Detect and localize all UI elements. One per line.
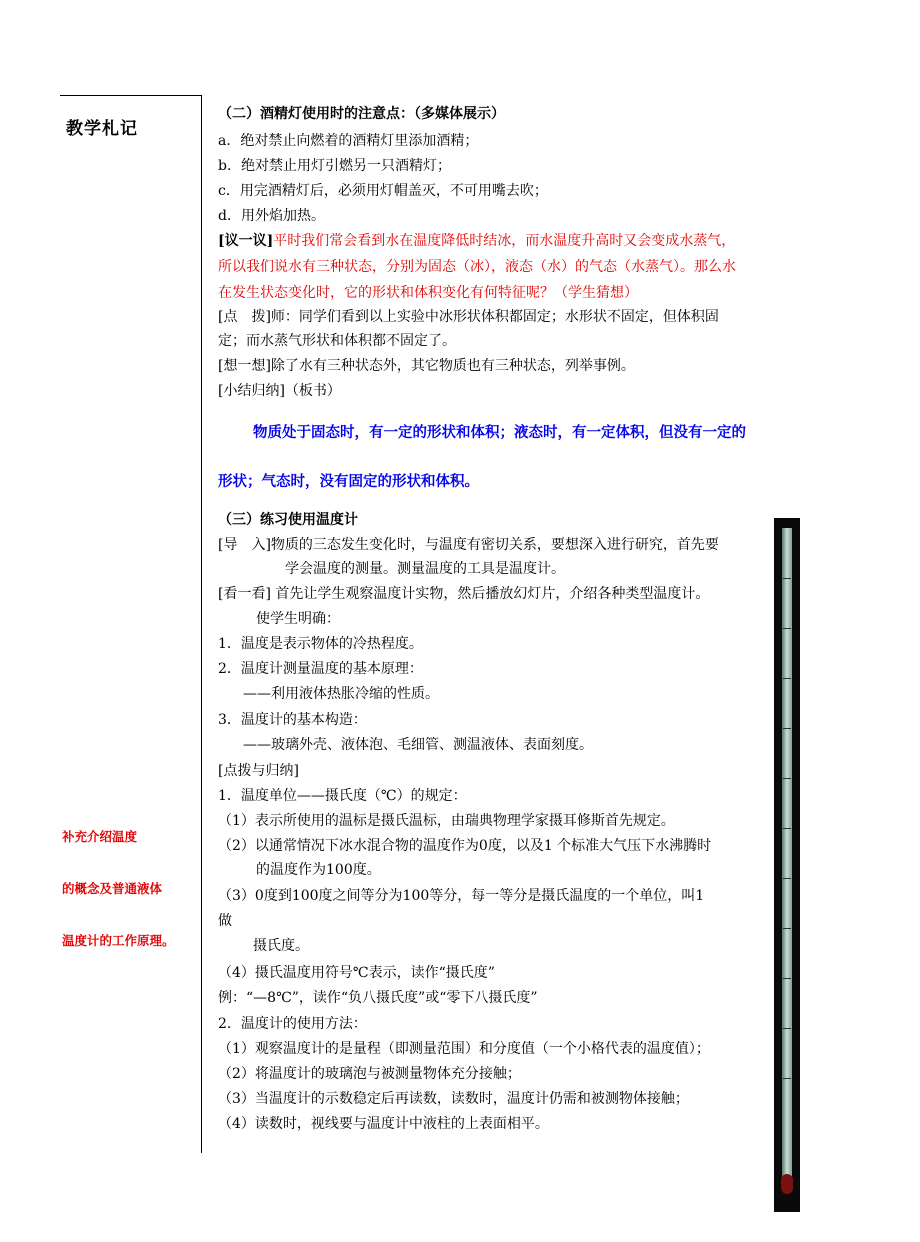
thermometer-tick [783,928,791,929]
summary-text: 形状；气态时，没有固定的形状和体积。 [218,474,479,490]
list-item: （4）读数时，视线要与温度计中液柱的上表面相平。 [218,1116,549,1132]
thermometer-tick [783,978,791,979]
list-item: 做 [218,913,232,929]
list-item: 1．温度单位——摄氏度（℃）的规定： [218,788,467,804]
list-item: d．用外焰加热。 [218,208,325,224]
sidebar-title: 教学札记 [66,119,138,139]
list-item: （1）表示所使用的温标是摄氏温标，由瑞典物理学家摄耳修斯首先规定。 [218,813,675,829]
thermometer-tick [783,828,791,829]
discussion-label: [议一议] [218,233,274,249]
sidebar-note-line-3: 温度计的工作原理。 [62,933,175,948]
list-item: 2．温度计测量温度的基本原理： [218,661,423,677]
think-paragraph: [想一想]除了水有三种状态外，其它物质也有三种状态，列举事例。 [218,358,635,374]
sidebar-note-line-1: 补充介绍温度 [62,829,138,844]
list-item: （2）将温度计的玻璃泡与被测量物体充分接触； [218,1066,521,1082]
thermometer-tick [783,628,791,629]
list-item: （1）观察温度计的是量程（即测量范围）和分度值（一个小格代表的温度值）； [218,1041,710,1057]
summary-text: 物质处于固态时，有一定的形状和体积；液态时，有一定体积，但没有一定的 [253,425,746,441]
intro-paragraph: 学会温度的测量。测量温度的工具是温度计。 [285,561,565,577]
intro-paragraph: [导 入]物质的三态发生变化时，与温度有密切关系，要想深入进行研究，首先要 [218,537,719,553]
list-item: 1．温度是表示物体的冷热程度。 [218,636,423,652]
list-item: 2．温度计的使用方法： [218,1016,367,1032]
thermometer-tick [783,1078,791,1079]
list-item: 例：“—8℃”，读作“负八摄氏度”或“零下八摄氏度” [218,990,538,1006]
look-paragraph: [看一看] 首先让学生观察温度计实物，然后播放幻灯片，介绍各种类型温度计。 [218,586,710,602]
list-item: （4）摄氏温度用符号℃表示，读作“摄氏度” [218,965,495,981]
list-item: （3）当温度计的示数稳定后再读数，读数时，温度计仍需和被测物体接触； [218,1091,689,1107]
list-item: 3．温度计的基本构造： [218,712,367,728]
list-item: b．绝对禁止用灯引燃另一只酒精灯； [218,158,451,174]
hint-paragraph: [点 拨]师：同学们看到以上实验中冰形状体积都固定；水形状不固定，但体积固 [218,309,719,325]
column-divider [201,95,202,1153]
thermometer-bulb [781,1174,793,1194]
thermometer-tube [782,528,792,1178]
hint-paragraph: 定；而水蒸气形状和体积都不固定了。 [218,333,456,349]
list-item: （2）以通常情况下冰水混合物的温度作为0度，以及1 个标准大气压下水沸腾时 [218,838,712,854]
thermometer-image [774,518,800,1212]
thermometer-tick [783,728,791,729]
list-item: 的温度作为100度。 [256,862,381,878]
discussion-text: 在发生状态变化时，它的形状和体积变化有何特征呢？（学生猜想） [218,285,638,301]
discussion-text: 所以我们说水有三种状态，分别为固态（冰），液态（水）的气态（水蒸气）。那么水 [218,259,736,275]
list-item: ——玻璃外壳、液体泡、毛细管、测温液体、表面刻度。 [243,737,593,753]
section-heading-alcohol-lamp: （二）酒精灯使用时的注意点：（多媒体展示） [218,106,505,122]
list-item: 摄氏度。 [253,938,309,954]
thermometer-tick [783,878,791,879]
thermometer-tick [783,1028,791,1029]
list-item: a．绝对禁止向燃着的酒精灯里添加酒精； [218,133,479,149]
list-item: c．用完酒精灯后，必须用灯帽盖灭，不可用嘴去吹； [218,183,548,199]
discussion-paragraph [218,231,735,251]
list-item: （3）0度到100度之间等分为100等分，每一等分是摄氏温度的一个单位，叫1 [218,888,705,904]
sidebar-top-rule [60,95,202,96]
thermometer-tick [783,578,791,579]
thermometer-tick [783,778,791,779]
list-item: ——利用液体热胀冷缩的性质。 [243,686,439,702]
hint-summary-label: [点拨与归纳] [218,763,299,779]
look-paragraph: 使学生明确： [256,611,340,627]
thermometer-tick [783,678,791,679]
section-heading-thermometer: （三）练习使用温度计 [218,512,358,528]
sidebar-note-line-2: 的概念及普通液体 [62,881,163,896]
summary-label: [小结归纳]（板书） [218,383,341,399]
discussion-text: 平时我们常会看到水在温度降低时结冰，而水温度升高时又会变成水蒸气， [273,233,736,249]
